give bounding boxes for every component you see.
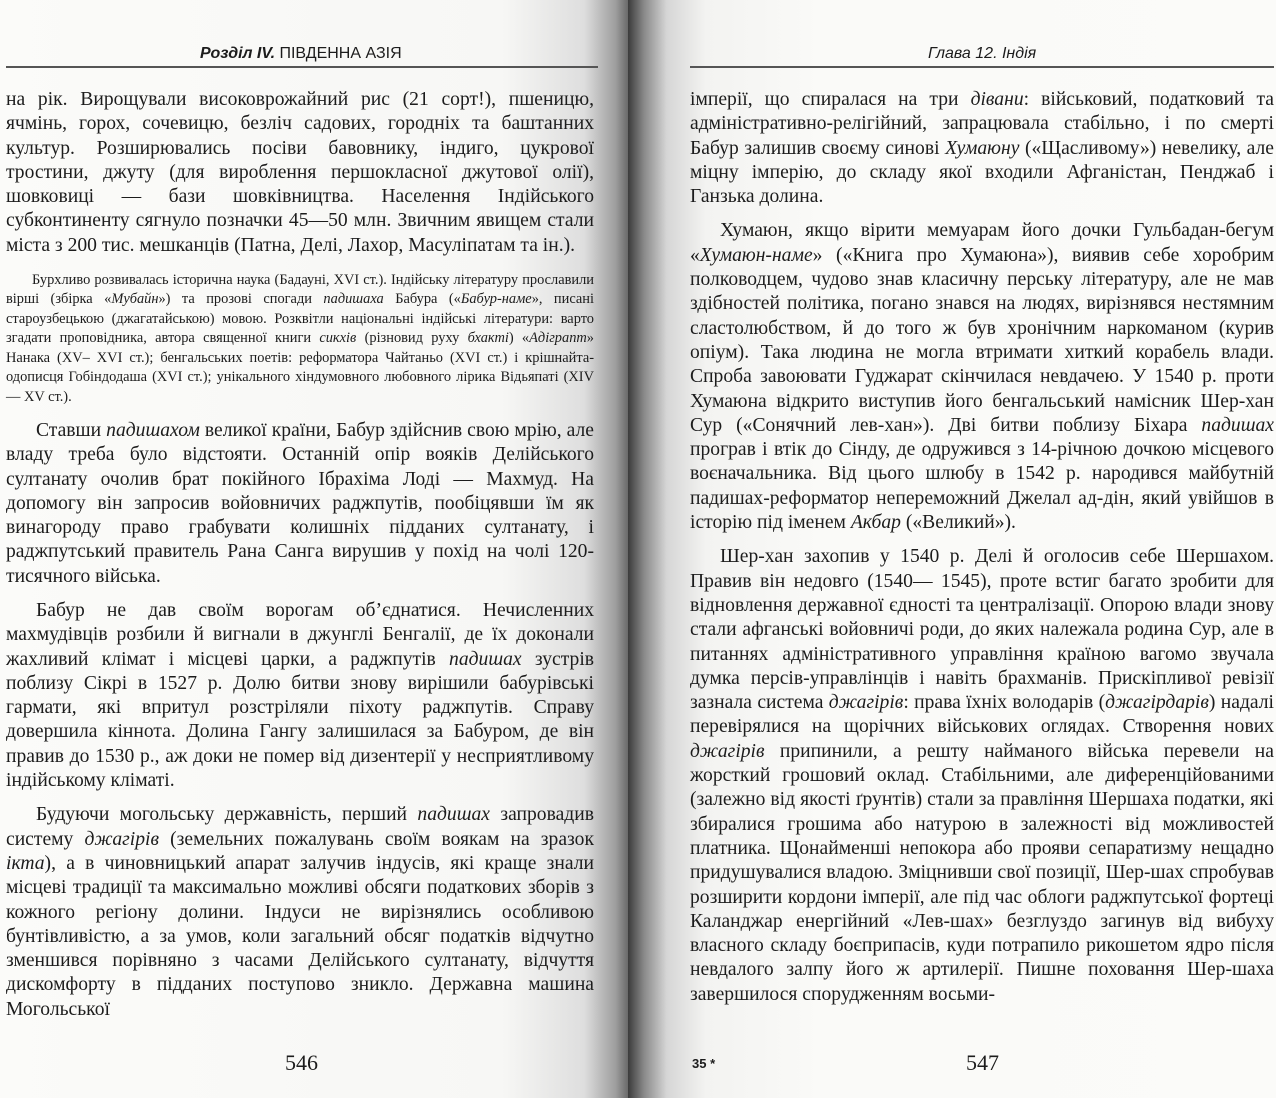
paragraph: Будуючи могольську державність, перший падишах запровадив систему джагірів (земельних пожалувань своїм воякам на зразок ікта), а в чиновницький апарат залучив індусів, які краще знали місцеві традиції та максимально можливі обсяги податкових зборів з кожного регіону долини. Індуси не вирізнялись особливою бунтівливістю, а за умов, коли загальний обсяг податків відчутно зменшився порівняно з часами Делійського султанату, відчуття дискомфорту в підданих поступово зникло. Державна машина Могольської: [6, 804, 594, 1020]
paragraph: імперії, що спиралася на три дівани: військовий, податковий та адміністративно-релігійний, запрацювала стабільно, і по смерті Бабур залишив своєму синові Хумаюну («Щасливому») невелику, але міцну імперію, до складу якої входили Афганістан, Пенджаб і Ганзька долина.: [690, 89, 1274, 208]
paragraph: Бабур не дав своїм ворогам об’єднатися. Нечисленних махмудівців розбили й вигнали в джунглі Бенгалії, де їх доконали жахливий клімат і місцеві царки, а раджпутів падишах зустрів поблизу Сікрі в 1527 р. Долю битви знову вирішили бабурівські гармати, які впритул розстріляли піхоту раджпутів. Справу довершила кіннота. Долина Гангу залишилася за Бабуром, де він правив до 1530 р., аж доки не помер від дизентерії у несприятливому індійському кліматі.: [6, 600, 595, 792]
signature-mark: 35 *: [692, 1056, 716, 1071]
header-chapter-title: Індія: [1001, 45, 1037, 62]
page-number-left: 546: [285, 1050, 318, 1075]
header-chapter-number: Глава 12.: [928, 45, 998, 62]
right-body-text: [690, 88, 1274, 1007]
right-page: [628, 0, 1276, 1098]
small-print-note: Бурхливо розвивалась історична наука (Бадауні, XVI ст.). Індійську літературу прославили вірші (збірка «Мубайн») та прозові спогади падишаха Бабура («Бабур-наме», писані староузбецькою (джагатайською) мовою. Розквітли національні індійські літератури: варто згадати проповідника, автора священної книги сикхів (різновид руху бхакті) «Адіграпт» Нанака (XV– XVI ст.); бенгальських поетів: реформатора Чайтаньо (XVI ст.) і крішнайта-одописця Гобіндодаша (XVI ст.); унікального хіндумовного любовного лірика Відьяпаті (XIV— XV ст.).: [6, 272, 594, 405]
header-section-number: Розділ IV.: [200, 45, 276, 62]
header-rule: [690, 66, 1274, 68]
left-body-text: [6, 88, 594, 1022]
running-header-right: [928, 45, 1036, 63]
paragraph: на рік. Вирощували високоврожайний рис (21 сорт!), пшеницю, ячмінь, горох, сочевицю, безліч садових, городніх та баштанних культур. Розширювались посіви бавовнику, індиго, цукрової тростини, джуту (для вироблення першокласної джутової олії), шовковиці — бази шовківництва. Населення Індійського субконтиненту сягнуло позначки 45—50 млн. Звичним явищем стали міста з 200 тис. мешканців (Патна, Делі, Лахор, Масуліпатам та ін.).: [6, 89, 594, 256]
paragraph: Хумаюн, якщо вірити мемуарам його дочки Гульбадан-бегум «Хумаюн-наме» («Книга про Хумаюна»), виявив себе хоробрим полководцем, чудово знав класичну перську літературу, але не мав здібностей політика, погано знався на людях, вирізнявся нестямним сластолюбством, й до того ж був хронічним наркоманом (курив опіум). Така людина не могла втримати хиткий корабель влади. Спроба завоювати Гуджарат скінчилася невдачею. У 1540 р. проти Хумаюна відкрито виступив його бенгальський намісник Шер-хан Сур («Сонячний лев-хан»). Дві битви поблизу Біхара падишах програв і втік до Сінду, де одружився з 14-річною дочкою місцевого воєначальника. Від цього шлюбу в 1542 р. народився майбутній падишах-реформатор непереможний Джелал ад-дін, який увійшов в історію під іменем Акбар («Великий»).: [690, 220, 1274, 534]
left-page: [0, 0, 628, 1098]
paragraph: Шер-хан захопив у 1540 р. Делі й оголосив себе Шершахом. Правив він недовго (1540— 1545), проте встиг багато зробити для відновлення державної єдності та централізації. Опорою влади знову стали афганські войовничі роди, до яких належала родина Сур, але в питаннях адміністративного управління країною вагомо звучала думка персів-управлінців і навіть брахманів. Прискіпливої ревізії зазнала система джагірів: права їхніх володарів (джагірдарів) надалі перевірялися на щорічних військових оглядах. Створення нових джагірів припинили, а решту найманого війська перевели на жорсткий грошовий оклад. Стабільними, але диференційованими (залежно від якості ґрунтів) стали за правління Шершаха податки, які збиралися грошима або натурою в залежності від можливостей платника. Щонайменші непокора або прояви сепаратизму нещадно придушувалися владою. Зміцнивши свої позиції, Шер-шах спробував розширити кордони імперії, але під час облоги раджпутської фортеці Каланджар енергійний «Лев-шах» безглуздо загинув від вибуху власного складу боєприпасів, куди потрапило рикошетом ядро після невдалого залпу його ж артилерії. Пишне поховання Шер-шаха завершилося спорудженням восьми-: [690, 546, 1275, 1005]
running-header-left: [200, 45, 402, 63]
header-section-title: ПІВДЕННА АЗІЯ: [279, 45, 402, 62]
header-rule: [6, 66, 598, 68]
paragraph: Ставши падишахом великої країни, Бабур здійснив свою мрію, але владу треба було відстояти. Останній опір вояків Делійського султанату очолив брат покійного Ібрахіма Лоді — Махмуд. На допомогу він запросив войовничих раджпутів, пообіцявши їм як винагороду право грабувати колишніх підданих султанату, і раджпутський правитель Рана Санга вирушив у похід на чолі 120-тисячного війська.: [6, 419, 594, 587]
page-number-right: 547: [966, 1050, 999, 1075]
